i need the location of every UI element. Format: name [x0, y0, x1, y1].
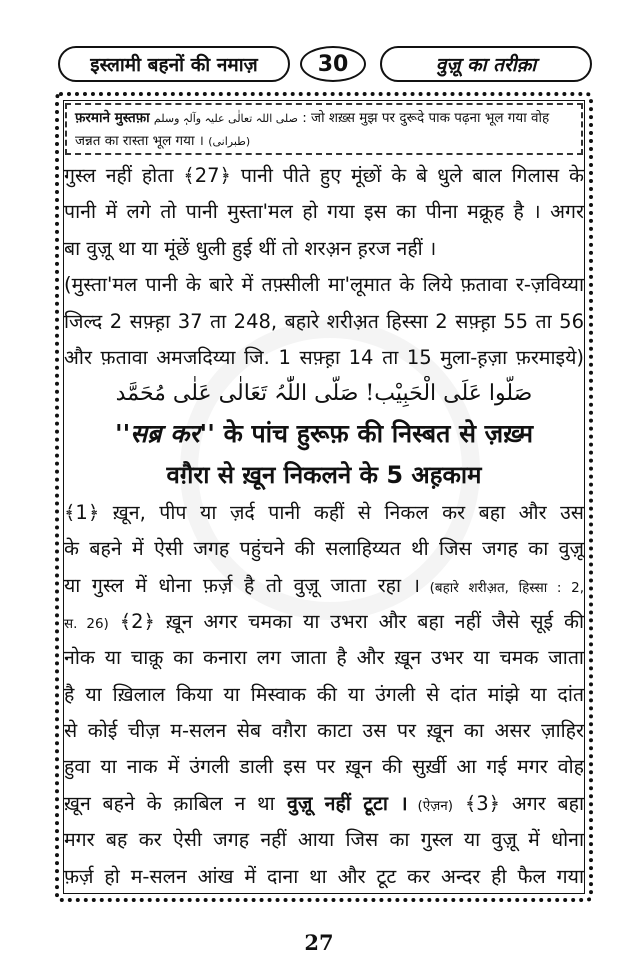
heading-quote: ''सब्र कर''	[114, 418, 215, 448]
notice-text-1: : जो शख़्स मुझ पर दुरूदे पाक पढ़ना भूल गया वोह	[302, 110, 550, 126]
heading-rest: के पांच हुरूफ़ की निस्बत से ज़ख़्म	[214, 418, 534, 448]
notice-source: (طبرانی)	[208, 135, 251, 148]
text-line: फ़र्ज़ हो म-सलन आंख में दाना था और टूट कर अन्दर ही फैल गया	[64, 864, 584, 888]
notice-label: फ़रमाने मुस्तफ़ा	[75, 110, 150, 126]
header-page-number: 30	[317, 51, 349, 77]
text-span: ﴾3﴿ अगर बहा	[453, 791, 584, 815]
chapter-title: वुज़ू का तरीक़ा	[435, 54, 537, 76]
text-line: और फ़तावा अमजदिय्या जि. 1 सफ़्ह़ा 14 ता 15 मुला-ह़ज़ा फ़रमाइये)	[64, 345, 584, 369]
section-heading	[64, 413, 584, 455]
notice-text-2: जन्नत का रास्ता भूल गया ।	[75, 133, 204, 149]
text-line: जिल्द 2 सफ़्ह़ा 37 ता 248, बहारे शरीअ़त हिस्सा 2 सफ़्ह़ा 55 ता 56	[64, 309, 584, 333]
emphasis: वुज़ू नहीं टूटा ।	[274, 791, 408, 815]
text-line: के बहने में ऐसी जगह पहुंचने की सलाहिय्यत थी जिस जगह का वुज़ू	[64, 537, 584, 561]
text-line: है या ख़िलाल किया या मिस्वाक की या उंगली से दांत मांझे या दांत	[64, 682, 584, 706]
book-title-tab	[58, 46, 290, 82]
text-line	[64, 604, 584, 640]
text-line: नोक या चाक़ू का कनारा लग जाता है और ख़ून उभर या चमक जाता	[64, 646, 584, 670]
citation: (ऐज़न)	[407, 797, 454, 814]
book-title: इस्लामी बहनों की नमाज़	[90, 54, 258, 76]
text-line: मगर बह कर ऐसी जगह नहीं आया जिस का गुस्ल या वुज़ू में धोना	[64, 828, 584, 852]
durood-line: صَلُّوا عَلَی الْحَبِیْب! صَلَّی اللّٰہُ تَعَالٰی عَلٰی مُحَمَّد	[115, 381, 533, 407]
text-line: हुवा या नाक में उंगली डाली इस पर ख़ून की सुर्ख़ी आ गई मगर वोह	[64, 755, 584, 779]
folio-page-number: 27	[304, 930, 334, 955]
text-line: पानी में लगे तो पानी मुस्ता'मल हो गया इस का पीना मक्रूह है । अगर	[64, 200, 584, 224]
hadith-notice-box	[65, 103, 583, 155]
text-span: ख़ून बहने के क़ाबिल न था	[64, 791, 275, 815]
text-line: ﴾1﴿ ख़ून, पीप या ज़र्द पानी कहीं से निकल कर बहा और उस	[64, 500, 584, 524]
text-line	[64, 568, 584, 604]
text-span: ﴾2﴿ ख़ून अगर चमका या उभरा और बहा नहीं जैसे सूई की	[108, 609, 584, 633]
citation: (बहारे शरीअ़त, हिस्सा : 2,	[420, 579, 584, 596]
text-line: गुस्ल नहीं होता ﴾27﴿ पानी पीते हुए मूंछों के बे धुले बाल गिलास के	[64, 164, 584, 187]
body-text	[64, 158, 584, 895]
text-span: या गुस्ल में धोना फ़र्ज़ है तो वुज़ू जाता रहा ।	[64, 573, 421, 597]
page-number-badge	[300, 46, 366, 82]
text-line: (मुस्ता'मल पानी के बारे में तफ़्सीली मा'लूमात के लिये फ़तावा र-ज़विय्या	[64, 273, 584, 297]
text-line: से कोई चीज़ म-सलन सेब वग़ैरा काटा उस पर ख़ून का असर ज़ाहिर	[64, 719, 584, 743]
section-heading-2: वग़ैरा से ख़ून निकलने के 5 अह़काम	[166, 460, 482, 489]
citation: स. 26)	[64, 615, 109, 632]
text-line: बा वुज़ू था या मूंछें धुली हुई थीं तो शरअ़न ह़रज नहीं ।	[64, 236, 437, 260]
text-line	[64, 786, 584, 822]
chapter-title-tab	[380, 46, 592, 82]
notice-salutation: صلی اللہ تعالٰی علیہ وآلہٖ وسلم	[153, 112, 298, 125]
